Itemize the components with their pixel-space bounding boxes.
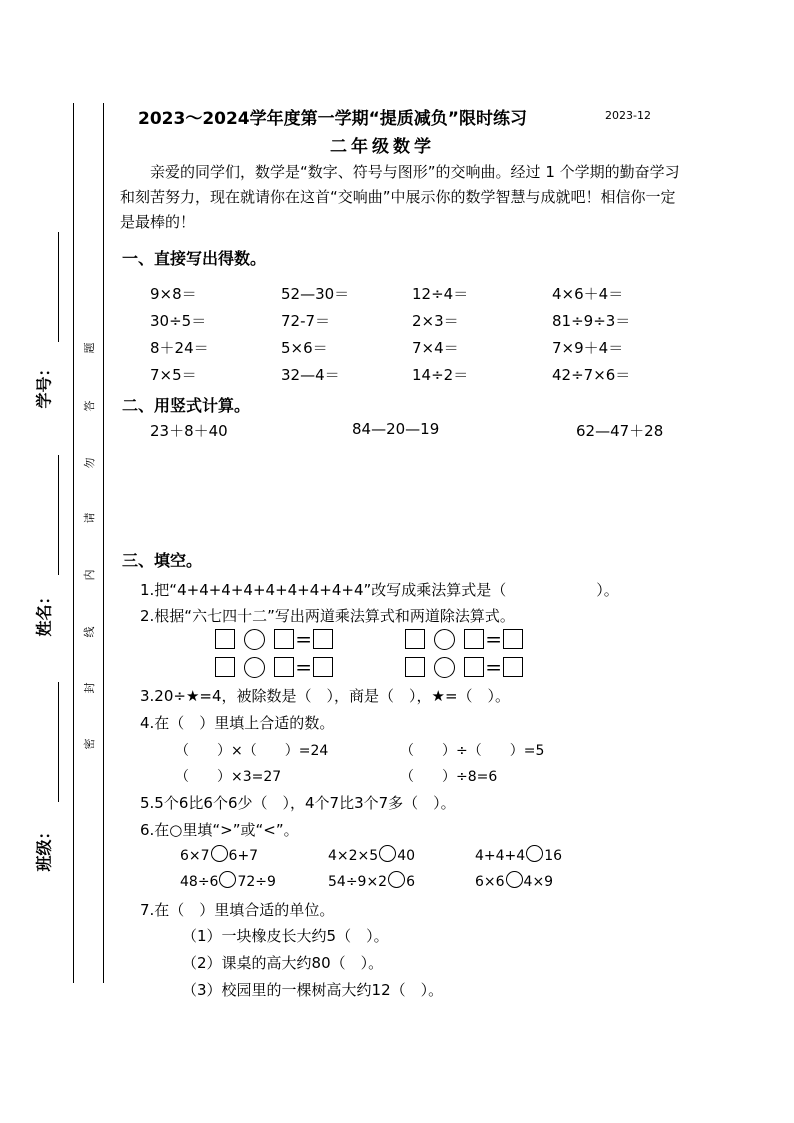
answer-box[interactable]	[215, 657, 235, 677]
seal-char: 内	[83, 569, 96, 581]
answer-box[interactable]	[405, 657, 425, 677]
oral-calc-item: 81÷9÷3＝	[552, 312, 631, 330]
equation-template-4	[405, 655, 523, 679]
oral-calc-item: 4×6＋4＝	[552, 285, 624, 303]
compare-right: 6+7	[228, 848, 259, 864]
equation-template-1	[215, 627, 333, 651]
compare-circle[interactable]	[219, 871, 236, 888]
operator-circle[interactable]	[434, 657, 455, 678]
name-label: 姓名：	[34, 588, 54, 637]
equation-template-3	[215, 655, 333, 679]
binding-line-inner	[103, 103, 104, 983]
compare-left: 6×7	[180, 848, 210, 864]
compare-circle[interactable]	[388, 871, 405, 888]
question-7-item: （1）一块橡皮长大约5（ ）。	[182, 927, 389, 945]
answer-box[interactable]	[405, 629, 425, 649]
answer-box[interactable]	[215, 629, 235, 649]
compare-left: 54÷9×2	[328, 874, 388, 890]
question-1: 1.把“4+4+4+4+4+4+4+4+4”改写成乘法算式是（ ）。	[140, 581, 619, 599]
binding-line-outer	[73, 103, 74, 983]
equals-sign: =	[485, 627, 502, 651]
compare-circle[interactable]	[506, 871, 523, 888]
student-id-line	[58, 232, 59, 342]
compare-item	[475, 871, 553, 890]
vertical-calc-item: 23＋8＋40	[150, 422, 228, 440]
class-line	[58, 682, 59, 802]
compare-circle[interactable]	[211, 845, 228, 862]
seal-char: 题	[83, 342, 96, 354]
question-7-item: （2）课桌的高大约80（ ）。	[182, 954, 384, 972]
compare-left: 4×2×5	[328, 848, 379, 864]
answer-box[interactable]	[313, 629, 333, 649]
oral-calc-item: 5×6＝	[281, 339, 328, 357]
equation-template-2	[405, 627, 523, 651]
page-subtitle: 二年级数学	[330, 137, 435, 157]
question-2: 2.根据“六七四十二”写出两道乘法算式和两道除法算式。	[140, 607, 515, 625]
seal-char: 答	[83, 400, 96, 412]
oral-calc-grid	[150, 281, 710, 389]
question-4: 4.在（ ）里填上合适的数。	[140, 714, 335, 732]
answer-box[interactable]	[274, 629, 294, 649]
section3-title: 三、填空。	[122, 551, 203, 570]
compare-right: 4×9	[523, 874, 554, 890]
vertical-calc-item: 62—47＋28	[576, 422, 664, 440]
oral-calc-item: 2×3＝	[412, 312, 459, 330]
answer-box[interactable]	[464, 657, 484, 677]
seal-char: 线	[83, 626, 96, 638]
question-5: 5.5个6比6个6少（ ），4个7比3个7多（ ）。	[140, 794, 456, 812]
operator-circle[interactable]	[244, 657, 265, 678]
oral-calc-item: 9×8＝	[150, 285, 197, 303]
question-4-item: （ ）÷8=6	[400, 769, 498, 785]
question-6: 6.在○里填“>”或“<”。	[140, 821, 299, 839]
question-4-item: （ ）×3=27	[175, 769, 282, 785]
oral-calc-item: 32—4＝	[281, 366, 340, 384]
page-title: 2023～2024学年度第一学期“提质减负”限时练习	[138, 109, 527, 129]
oral-calc-item: 12÷4＝	[412, 285, 469, 303]
oral-calc-item: 7×5＝	[150, 366, 197, 384]
compare-item	[475, 845, 562, 864]
seal-char: 勿	[83, 457, 96, 469]
compare-item	[180, 845, 258, 864]
compare-item	[328, 845, 415, 864]
oral-calc-item: 72-7＝	[281, 312, 331, 330]
answer-box[interactable]	[503, 629, 523, 649]
oral-calc-item: 7×4＝	[412, 339, 459, 357]
intro-paragraph: 亲爱的同学们，数学是“数字、符号与图形”的交响曲。经过 1 个学期的勤奋学习和刻苦努力，现在就请你在这首“交响曲”中展示你的数学智慧与成就吧！相信你一定是最棒的！	[120, 163, 680, 231]
question-4-item: （ ）÷（ ）=5	[400, 743, 545, 759]
section1-title: 一、直接写出得数。	[122, 249, 267, 268]
seal-char: 密	[83, 738, 96, 750]
seal-char: 封	[83, 682, 96, 694]
oral-calc-item: 14÷2＝	[412, 366, 469, 384]
oral-calc-item: 8＋24＝	[150, 339, 209, 357]
compare-left: 6×6	[475, 874, 505, 890]
compare-right: 40	[397, 848, 416, 864]
operator-circle[interactable]	[244, 629, 265, 650]
equals-sign: =	[295, 655, 312, 679]
oral-calc-item: 52—30＝	[281, 285, 350, 303]
exam-date: 2023-12	[605, 109, 651, 122]
compare-item	[180, 871, 276, 890]
oral-calc-item: 42÷7×6＝	[552, 366, 631, 384]
equals-sign: =	[295, 627, 312, 651]
compare-circle[interactable]	[526, 845, 543, 862]
compare-right: 72÷9	[237, 874, 276, 890]
compare-item	[328, 871, 415, 890]
compare-right: 6	[406, 874, 416, 890]
compare-left: 4+4+4	[475, 848, 526, 864]
section2-title: 二、用竖式计算。	[122, 396, 251, 415]
seal-char: 请	[83, 512, 96, 524]
question-4-item: （ ）×（ ）=24	[175, 743, 329, 759]
compare-left: 48÷6	[180, 874, 219, 890]
operator-circle[interactable]	[434, 629, 455, 650]
oral-calc-item: 30÷5＝	[150, 312, 207, 330]
answer-box[interactable]	[274, 657, 294, 677]
answer-box[interactable]	[313, 657, 333, 677]
class-label: 班级：	[34, 823, 54, 872]
vertical-calc-item: 84—20—19	[352, 420, 440, 438]
student-id-label: 学号：	[34, 360, 54, 409]
question-3: 3.20÷★=4，被除数是（ ），商是（ ），★=（ ）。	[140, 687, 511, 705]
answer-box[interactable]	[503, 657, 523, 677]
compare-right: 16	[544, 848, 563, 864]
question-7: 7.在（ ）里填合适的单位。	[140, 901, 335, 919]
equals-sign: =	[485, 655, 502, 679]
name-line	[58, 455, 59, 575]
question-7-item: （3）校园里的一棵树高大约12（ ）。	[182, 981, 444, 999]
compare-circle[interactable]	[379, 845, 396, 862]
answer-box[interactable]	[464, 629, 484, 649]
oral-calc-item: 7×9＋4＝	[552, 339, 624, 357]
